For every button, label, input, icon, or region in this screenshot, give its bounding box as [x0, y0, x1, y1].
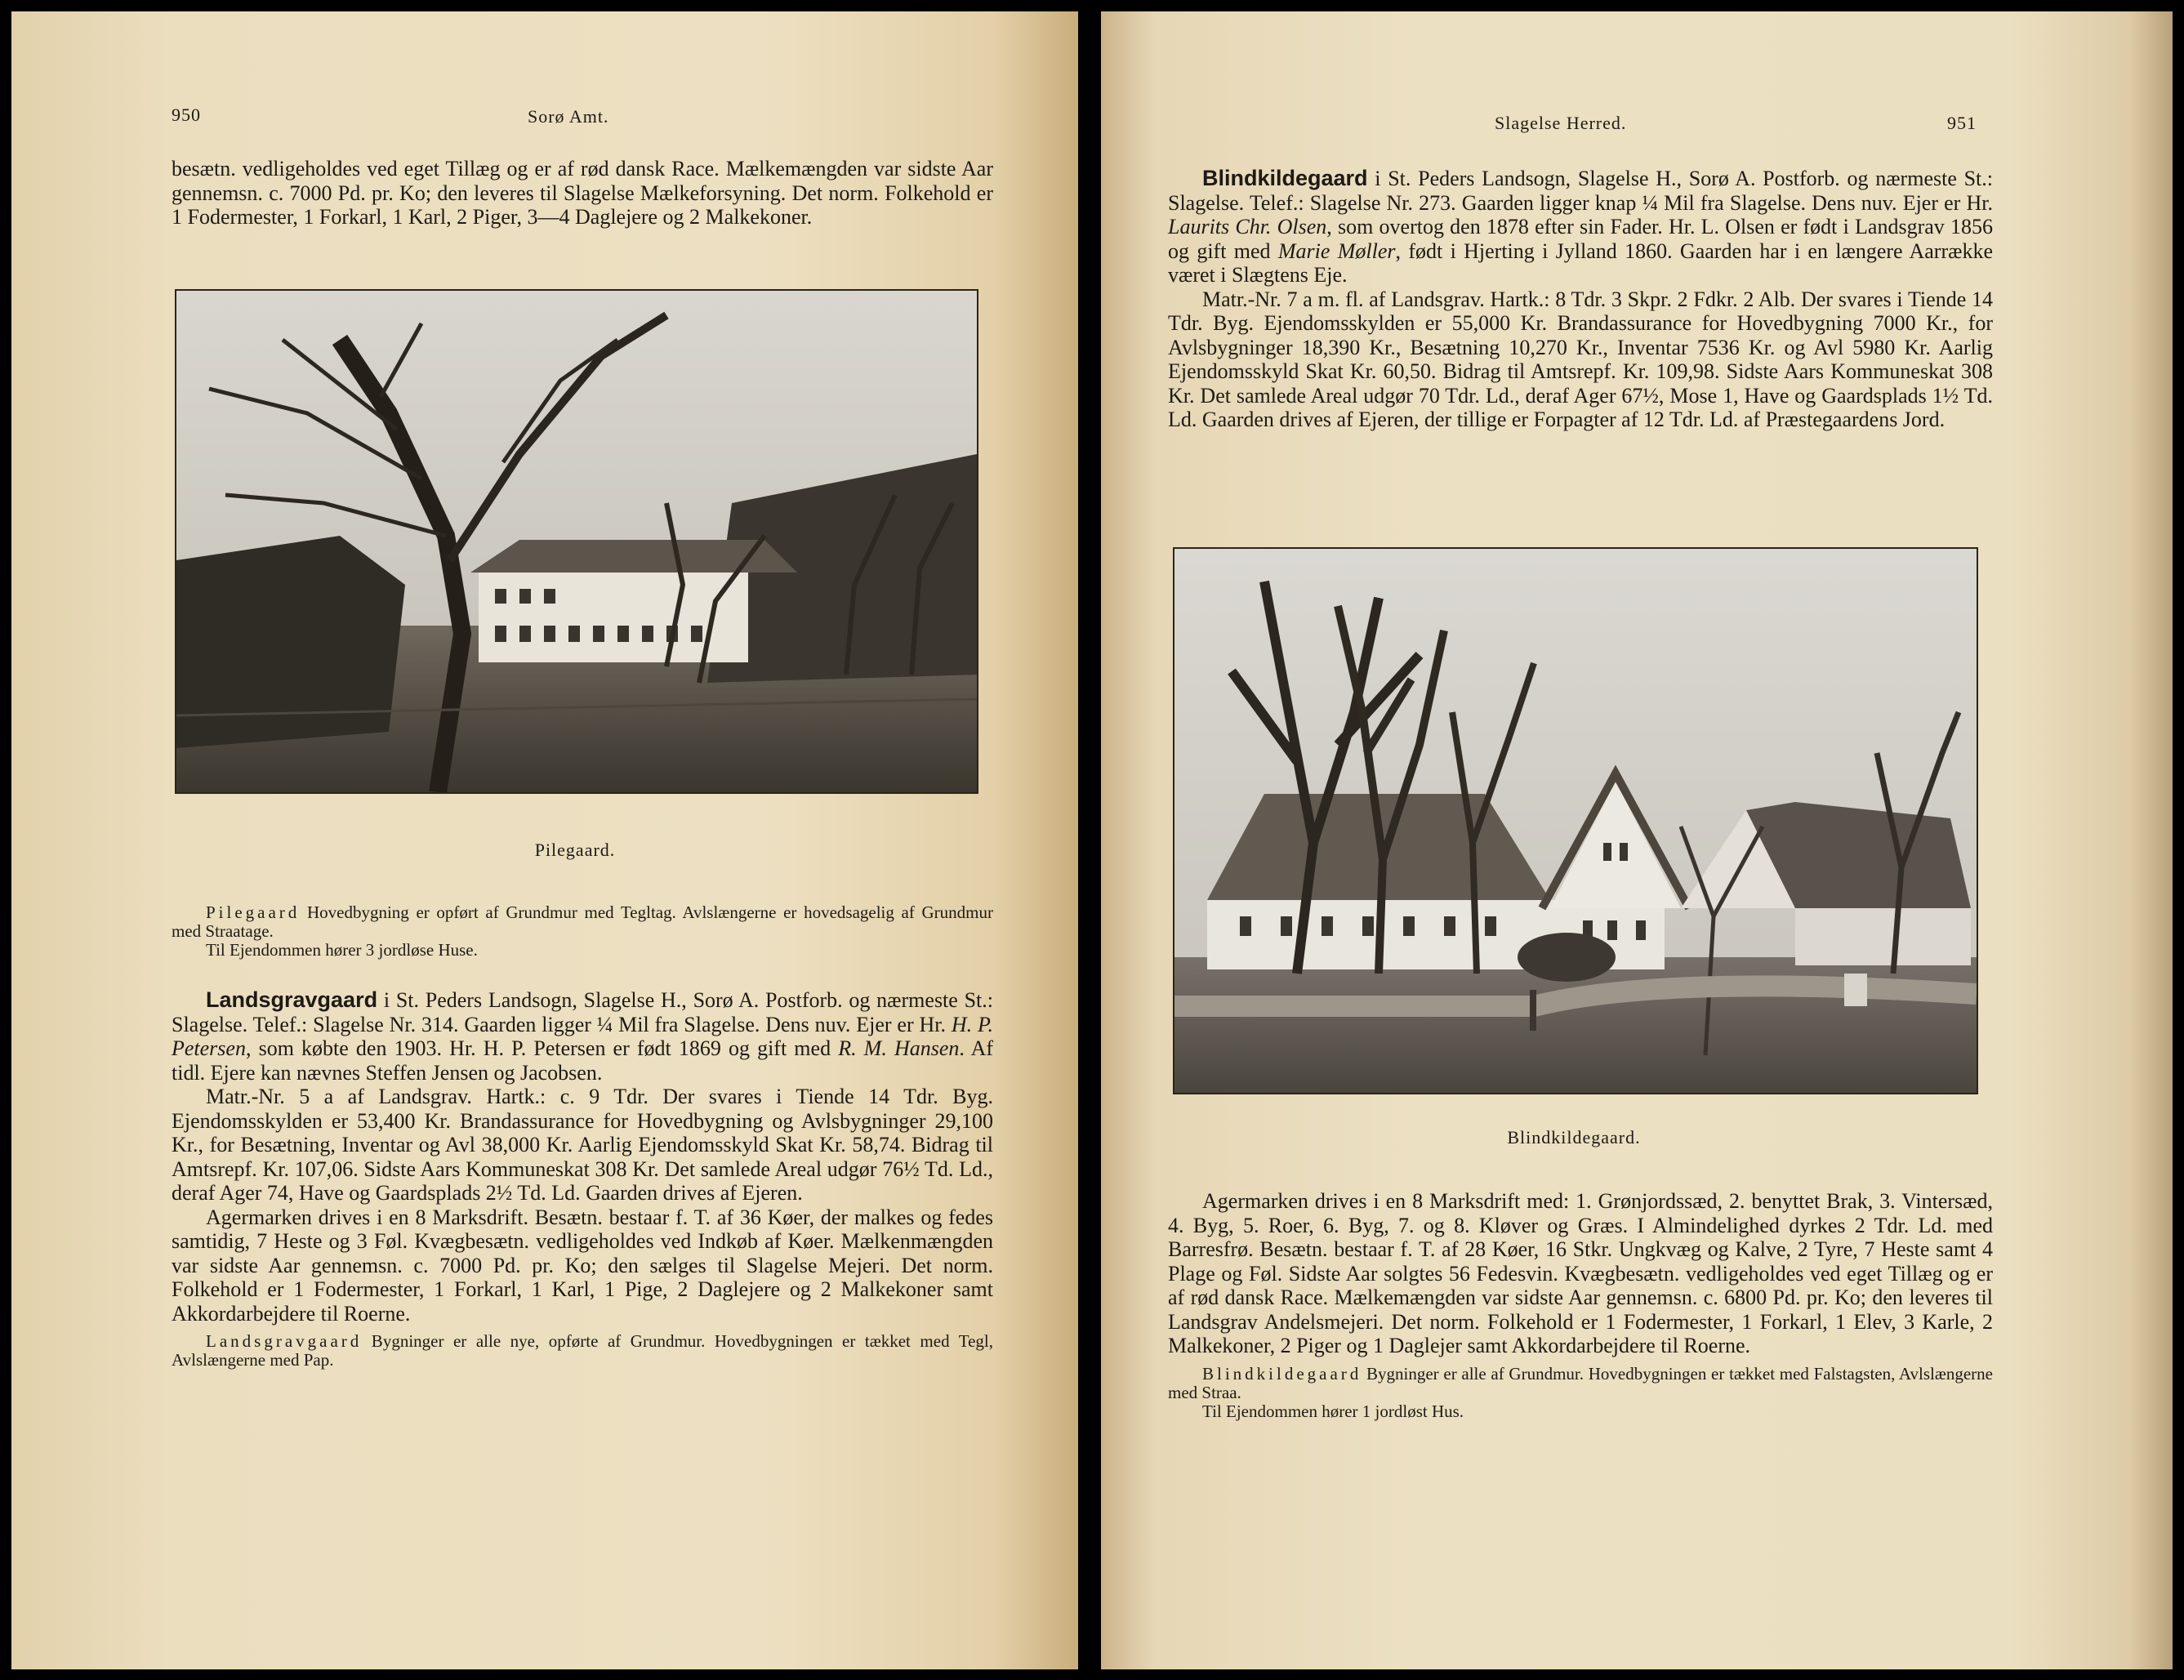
text-span: , som købte den 1903. Hr. H. P. Petersen er født 1869 og gift med	[245, 1036, 839, 1060]
entry-note-name: Blindkildegaard	[1202, 1363, 1362, 1384]
paragraph: besætn. vedligeholdes ved eget Tillæg og er af rød dansk Race. Mælkemængden var sidste Aar gennemsn. c. 7000 Pd. pr. Ko; den leveres til Slagelse Mælkeforsyning. Det norm. Folkehold er 1 Fodermester, 1 Forkarl, 1 Karl, 2 Piger, 3—4 Daglejere og 2 Malkekoner.	[172, 157, 993, 229]
right-page	[1101, 11, 2173, 1669]
page-number: 950	[172, 105, 201, 125]
entry-note-name: Landsgravgaard	[206, 1331, 363, 1351]
fraction: ¼	[1642, 190, 1658, 215]
estate-name: Blindkildegaard	[1202, 166, 1368, 190]
entry-note-line2: Til Ejendommen hører 1 jordløst Hus.	[1202, 1401, 1464, 1421]
wife-name: R. M. Hansen	[838, 1036, 960, 1060]
text-span: . Af tidl. Ejere kan nævnes Steffen Jensen og Jacobsen.	[172, 1036, 994, 1085]
entry-note-text: Bygninger er alle af Grundmur. Hovedbygningen er tækket med Falstagsten, Avlslængerne med Straa.	[1168, 1363, 1993, 1402]
text-span: , som overtog den 1878 efter sin Fader. Hr. L. Olsen er født i Landsgrav 1856 og gift med	[1168, 215, 1993, 263]
blindkildegaard-entry	[1168, 167, 1993, 432]
top-paragraph	[172, 157, 993, 229]
running-head: Sorø Amt.	[528, 106, 609, 127]
blindkildegaard-photo	[1173, 547, 1978, 1094]
text-span: Mil fra Slagelse. Dens nuv. Ejer er Hr.	[1658, 190, 1993, 215]
entry-paragraph-3: Agermarken drives i en 8 Marksdrift med: 1. Grønjordssæd, 2. benyttet Brak, 3. Vintersæd, 4. Byg, 5. Roer, 6. Byg, 7. og 8. Kløver og Græs. I Almindelighed dyrkes 2 Tdr. Ld. med Barresfrø. Besætn. bestaar f. T. af 28 Køer, 16 Stkr. Ungkvæg og Kalve, 2 Tyre, 7 Heste samt 4 Plage og Føl. Sidste Aar solgtes 56 Fedesvin. Kvægbesætn. vedligeholdes ved eget Tillæg og er af rød dansk Race. Mælkemængden var sidste Aar gennemsn. c. 6800 Pd. pr. Ko; den leveres til Landsgrav Andelsmejeri. Det norm. Folkehold er 1 Fodermester, 1 Forkarl, 1 Elev, 3 Karle, 2 Malkekoner, 2 Piger og 1 Daglejer samt Akkordarbejdere til Roerne.	[1168, 1189, 1993, 1357]
owner-name: H. P. Petersen	[172, 1012, 993, 1060]
photo-caption: Pilegaard.	[534, 840, 616, 860]
entry-paragraph-1	[1168, 167, 1993, 287]
left-page	[11, 11, 1078, 1669]
fraction: ¼	[596, 1012, 613, 1036]
photo-note-text: Hovedbygning er opført af Grundmur med Tegltag. Avlslængerne er hovedsagelig af Grundmur med Straatage.	[172, 902, 993, 941]
text-span: , født i Hjerting i Jylland 1860. Gaarden har i en længere Aarrække været i Slægtens Eje.	[1168, 238, 1993, 287]
entry-paragraph-1	[172, 988, 993, 1085]
entry-note	[172, 1332, 993, 1370]
running-head: Slagelse Herred.	[1495, 113, 1627, 133]
estate-name: Landsgravgaard	[206, 987, 378, 1012]
entry-note-text: Bygninger er alle nye, opførte af Grundmur. Hovedbygningen er tækket med Tegl, Avlslængerne med Pap.	[172, 1331, 993, 1370]
landsgravgaard-entry	[172, 988, 993, 1370]
text-span: Mil fra Slagelse. Dens nuv. Ejer er Hr.	[613, 1012, 952, 1036]
photo-note-line2: Til Ejendommen hører 3 jordløse Huse.	[206, 940, 478, 960]
wife-name: Marie Møller	[1277, 238, 1396, 263]
entry-paragraph-3: Agermarken drives i en 8 Marksdrift. Besætn. bestaar f. T. af 36 Køer, der malkes og fedes samtidig, 7 Heste og 3 Føl. Kvægbesætn. vedligeholdes ved Indkøb af Køer. Mælkenmængden var sidste Aar gennemsn. c. 7000 Pd. pr. Ko; den sælges til Slagelse Mejeri. Det norm. Folkehold er 1 Fodermester, 1 Forkarl, 1 Karl, 1 Pige, 2 Daglejere og 2 Malkekoner samt Akkordarbejdere til Roerne.	[172, 1205, 993, 1326]
entry-note	[1168, 1365, 1993, 1402]
photo-caption: Blindkildegaard.	[1507, 1127, 1641, 1147]
text-span: i St. Peders Landsogn, Slagelse H., Sorø A. Postforb. og nærmeste St.: Slagelse. Telef.: Slagelse Nr. 273. Gaarden ligger knap	[1168, 167, 1993, 215]
blindkildegaard-continued	[1168, 1189, 1993, 1421]
pilegaard-photo	[175, 289, 978, 794]
text-span: i St. Peders Landsogn, Slagelse H., Sorø A. Postforb. og nærmeste St.: Slagelse. Telef.: Slagelse Nr. 314. Gaarden ligger	[172, 988, 993, 1036]
page-number: 951	[1947, 113, 1977, 133]
photo-note-name: Pilegaard	[206, 902, 301, 922]
photo-note	[172, 903, 993, 960]
entry-paragraph-2: Matr.-Nr. 7 a m. fl. af Landsgrav. Hartk.: 8 Tdr. 3 Skpr. 2 Fdkr. 2 Alb. Der svares i Tiende 14 Tdr. Byg. Ejendomsskylden er 55,000 Kr. Brandassurance for Hovedbygning 7000 Kr., for Avlsbygninger 18,390 Kr., Besætning 10,270 Kr., Inventar 7536 Kr. og Avl 5980 Kr. Aarlig Ejendomsskyld Skat Kr. 60,50. Bidrag til Amtsrepf. Kr. 109,98. Sidste Aars Kommuneskat 308 Kr. Det samlede Areal udgør 70 Tdr. Ld., deraf Ager 67½, Mose 1, Have og Gaardsplads 1½ Td. Ld. Gaarden drives af Ejeren, der tillige er Forpagter af 12 Tdr. Ld. af Præstegaardens Jord.	[1168, 287, 1993, 431]
owner-name: Laurits Chr. Olsen	[1168, 215, 1327, 238]
entry-paragraph-2: Matr.-Nr. 5 a af Landsgrav. Hartk.: c. 9 Tdr. Der svares i Tiende 14 Tdr. Byg. Ejendomsskylden er 53,400 Kr. Brandassurance for Hovedbygning og Avlsbygninger 29,100 Kr., for Besætning, Inventar og Avl 38,000 Kr. Aarlig Ejendomsskyld Skat Kr. 58,74. Bidrag til Amtsrepf. Kr. 107,06. Sidste Aars Kommuneskat 308 Kr. Det samlede Areal udgør 76½ Td. Ld., deraf Ager 74, Have og Gaardsplads 2½ Td. Ld. Gaarden drives af Ejeren.	[172, 1085, 993, 1205]
